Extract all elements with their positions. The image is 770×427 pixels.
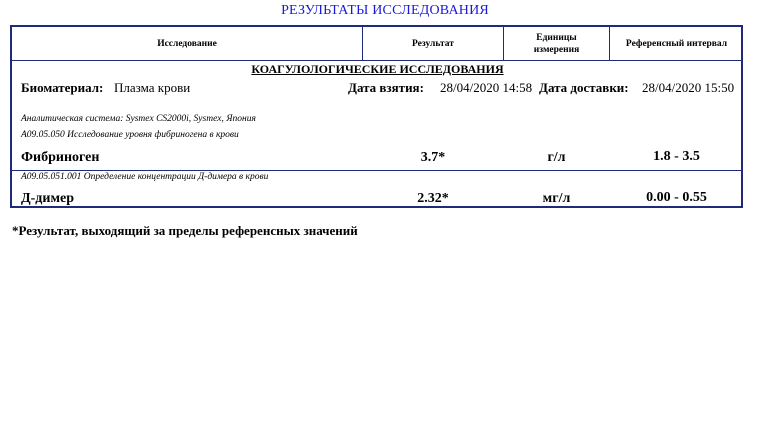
section-title: КОАГУЛОЛОГИЧЕСКИЕ ИССЛЕДОВАНИЯ [251, 62, 504, 76]
test-reference: 1.8 - 3.5 [653, 149, 700, 164]
date-delivery-value: 28/04/2020 15:50 [642, 80, 735, 95]
date-delivery-label: Дата доставки: [539, 80, 629, 95]
test-code: A09.05.050 Исследование уровня фибриногена в крови [21, 130, 239, 140]
biomaterial-label: Биоматериал: [21, 80, 104, 95]
analyzer-info: Аналитическая система: Sysmex CS2000i, Sysmex, Япония [21, 114, 256, 124]
test-reference: 0.00 - 0.55 [646, 190, 707, 205]
results-table [10, 25, 743, 208]
test-result: 3.7* [420, 150, 446, 165]
test-code: A09.05.051.001 Определение концентрации Д-димера в крови [21, 172, 269, 182]
header-result: Результат [412, 38, 454, 49]
test-units: г/л [547, 150, 566, 165]
report-title: РЕЗУЛЬТАТЫ ИССЛЕДОВАНИЯ [281, 3, 489, 18]
footnote: *Результат, выходящий за пределы референсных значений [12, 223, 358, 238]
test-units: мг/л [542, 191, 571, 206]
biomaterial-value: Плазма крови [114, 80, 191, 95]
test-name: Д-димер [21, 191, 74, 206]
date-taken-label: Дата взятия: [348, 80, 424, 95]
header-test: Исследование [157, 38, 217, 49]
row-divider [12, 170, 741, 171]
header-ref: Референсный интервал [625, 38, 728, 49]
test-name: Фибриноген [21, 150, 100, 165]
header-units: Единицы измерения [533, 32, 580, 55]
test-result: 2.32* [417, 191, 449, 206]
date-taken-value: 28/04/2020 14:58 [440, 80, 533, 95]
table-header [12, 27, 741, 61]
